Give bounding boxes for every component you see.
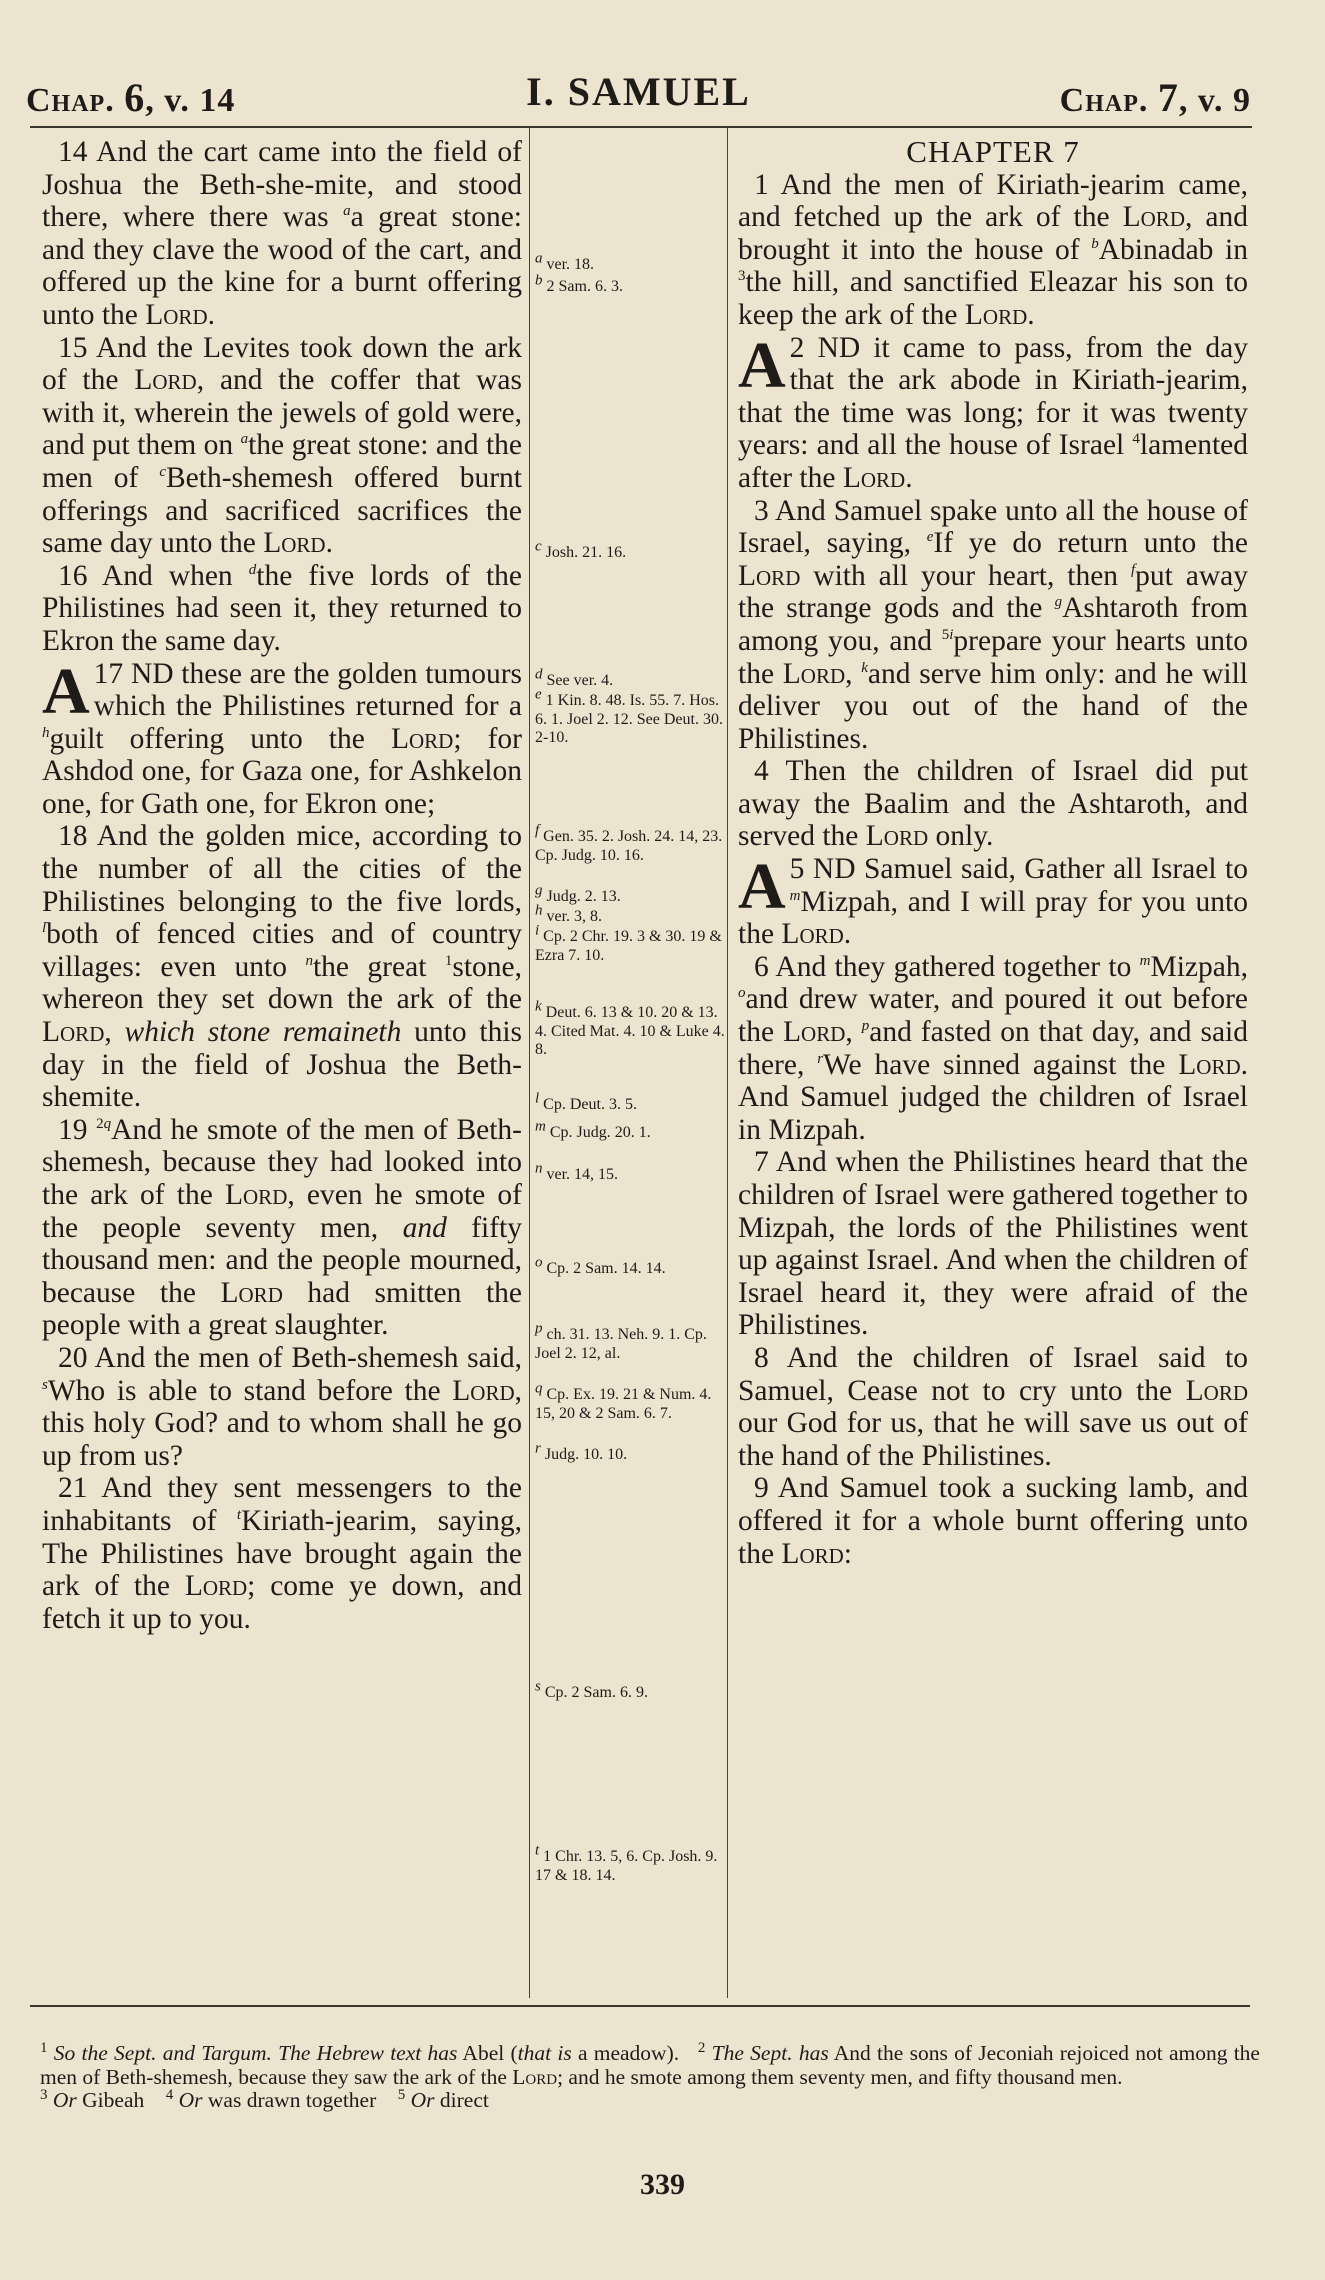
verse-20: 20 And the men of Beth-shemesh said, $^s$Who is able to stand before the Lord, this holy God? and to whom shall he go up from us? — [42, 1341, 522, 1472]
left-text-column — [42, 136, 522, 1635]
verse-7-6: 6 And they gathered together to $^m$Mizpah, $^o$and drew water, and poured it out before the Lord, $^p$and fasted on that day, and said there, $^r$We have sinned against the Lord. And Samuel judged the children of Israel in Mizpah. — [738, 950, 1249, 1146]
verse-7-2: 2 A ND it came to pass, from the day that the ark abode in Kiriath-jearim, that the time was long; for it was twenty years: and all the house of Israel $^4$lamented after the Lord. — [738, 328, 1248, 494]
ref-g: $^g$ Judg. 2. 13. — [535, 882, 621, 905]
header-right-chapter: 7 — [1157, 75, 1179, 120]
ref-d: $^d$ See ver. 4. — [535, 666, 614, 689]
verse-7-5: 5 A ND Samuel said, Gather all Israel to $^m$Mizpah, and I will pray for you unto the Lord. — [738, 850, 1248, 951]
drop-cap: A — [738, 850, 786, 924]
ref-m: $^m$ Cp. Judg. 20. 1. — [535, 1118, 651, 1141]
ref-l: $^l$ Cp. Deut. 3. 5. — [535, 1090, 637, 1113]
header-left-verse: v. 14 — [164, 82, 236, 119]
verse-18: 18 And the golden mice, according to the number of all the cities of the Philistines belonging to the five lords, $^l$both of fenced cities and of country villages: even unto $^n$the great $^1$stone, whereon they set down the ark of the Lord, which stone remaineth unto this day in the field of Joshua the Beth-shemite. — [42, 820, 522, 1114]
ref-k: $^k$ Deut. 6. 13 & 10. 20 & 13. 4. Cited Mat. 4. 10 & Luke 4. 8. — [535, 998, 725, 1058]
ref-s: $^s$ Cp. 2 Sam. 6. 9. — [535, 1678, 648, 1701]
verse-14: 14 And the cart came into the field of Joshua the Beth-she-mite, and stood there, where there was $^a$a great stone: and they clave the wood of the cart, and offered up the kine for a burnt offering unto the Lord. — [42, 136, 522, 331]
ref-r: $^r$ Judg. 10. 10. — [535, 1440, 628, 1463]
verse-7-1: 1 And the men of Kiriath-jearim came, and fetched up the ark of the Lord, and brought it into the house of $^b$Abinadab in $^3$the hill, and sanctified Eleazar his son to keep the ark of the Lord. — [738, 168, 1249, 331]
footnotes — [40, 2039, 1260, 2113]
ref-n: $^n$ ver. 14, 15. — [535, 1160, 619, 1183]
ref-i: $^i$ Cp. 2 Chr. 19. 3 & 30. 19 & Ezra 7. 10. — [535, 922, 722, 964]
header-left-label: Chap. — [26, 82, 115, 119]
verse-19: 19 $^{2q}$And he smote of the men of Beth-shemesh, because they had looked into the ark of the Lord, even he smote of the people seventy men, and fifty thousand men: and the people mourned, because the Lord had smitten the people with a great slaughter. — [42, 1113, 523, 1342]
column-divider-right — [727, 128, 728, 1998]
ref-t: $^t$ 1 Chr. 13. 5, 6. Cp. Josh. 9. 17 & 18. 14. — [535, 1842, 718, 1884]
footnote-1-2: $^1$ So the Sept. and Targum. The Hebrew text has Abel (that is a meadow). $^2$ The Sept. has And the sons of Jeconiah rejoiced not among the men of Beth-shemesh, because they saw the ark of the Lord; and he smote among them seventy men, and fifty thousand men. — [40, 2039, 1260, 2089]
verse-7-3: 3 And Samuel spake unto all the house of Israel, saying, $^e$If ye do return unto the Lord with all your heart, then $^f$put away the strange gods and the $^g$Ashtaroth from among you, and $^{5i}$prepare your hearts unto the Lord, $^k$and serve him only: and he will deliver you out of the hand of the Philistines. — [738, 494, 1249, 755]
verse-7-7: 7 And when the Philistines heard that the children of Israel were gathered together to Mizpah, the lords of the Philistines went up against Israel. And when the children of Israel heard it, they were afraid of the Philistines. — [738, 1146, 1248, 1342]
verse-17: 17 A ND these are the golden tumours which the Philistines returned for a $^h$guilt offering unto the Lord; for Ashdod one, for Gaza one, for Ashkelon one, for Gath one, for Ekron one; — [42, 654, 523, 820]
drop-cap: A — [738, 328, 786, 402]
verse-7-8: 8 And the children of Israel said to Samuel, Cease not to cry unto the Lord our God for us, that he will save us out of the hand of the Philistines. — [738, 1341, 1248, 1472]
ref-e: $^e$ 1 Kin. 8. 48. Is. 55. 7. Hos. 6. 1. Joel 2. 12. See Deut. 30. 2-10. — [535, 686, 723, 746]
ref-o: $^o$ Cp. 2 Sam. 14. 14. — [535, 1254, 666, 1277]
running-header — [26, 66, 1251, 122]
header-right-label: Chap. — [1059, 82, 1149, 119]
book-title: I. SAMUEL — [526, 69, 751, 114]
header-left-ref: Chap. 6, v. 14 — [26, 75, 236, 120]
ref-c: $^c$ Josh. 21. 16. — [535, 538, 627, 561]
column-divider-left — [529, 128, 530, 1998]
ref-f: $^f$ Gen. 35. 2. Josh. 24. 14, 23. Cp. Judg. 10. 16. — [535, 822, 723, 864]
header-rule — [30, 126, 1252, 128]
header-left-chapter: 6 — [124, 75, 146, 120]
ref-b: $^b$ 2 Sam. 6. 3. — [535, 272, 623, 295]
header-right-ref: Chap. 7, v. 9 — [1059, 75, 1251, 120]
verse-7-9: 9 And Samuel took a sucking lamb, and offered it for a whole burnt offering unto the Lord: — [738, 1472, 1248, 1570]
ref-h: $^h$ ver. 3, 8. — [535, 902, 603, 925]
footnote-rule — [30, 2005, 1250, 2007]
verse-21: 21 And they sent messengers to the inhabitants of $^t$Kiriath-jearim, saying, The Philistines have brought again the ark of the Lord; come ye down, and fetch it up to you. — [42, 1472, 522, 1635]
verse-16: 16 And when $^d$the five lords of the Philistines had seen it, they returned to Ekron the same day. — [42, 559, 522, 657]
right-text-column — [738, 136, 1248, 1570]
page-number: 339 — [640, 2168, 685, 2201]
footnote-3-5: $^3$ Or Gibeah $^4$ Or was drawn together $^5$ Or direct — [40, 2086, 489, 2112]
verse-7-4: 4 Then the children of Israel did put away the Baalim and the Ashtaroth, and served the Lord only. — [738, 755, 1248, 853]
ref-q: $^q$ Cp. Ex. 19. 21 & Num. 4. 15, 20 & 2 Sam. 6. 7. — [535, 1380, 712, 1422]
reference-column — [535, 136, 725, 1986]
drop-cap: A — [42, 654, 90, 728]
verse-15: 15 And the Levites took down the ark of the Lord, and the coffer that was with it, wherein the jewels of gold were, and put them on $^a$the great stone: and the men of $^c$Beth-shemesh offered burnt offerings and sacrificed sacrifices the same day unto the Lord. — [42, 331, 522, 560]
ref-p: $^p$ ch. 31. 13. Neh. 9. 1. Cp. Joel 2. 12, al. — [535, 1320, 707, 1362]
chapter-heading: CHAPTER 7 — [906, 134, 1080, 169]
header-right-verse: v. 9 — [1197, 82, 1251, 119]
ref-a: $^a$ ver. 18. — [535, 250, 595, 273]
